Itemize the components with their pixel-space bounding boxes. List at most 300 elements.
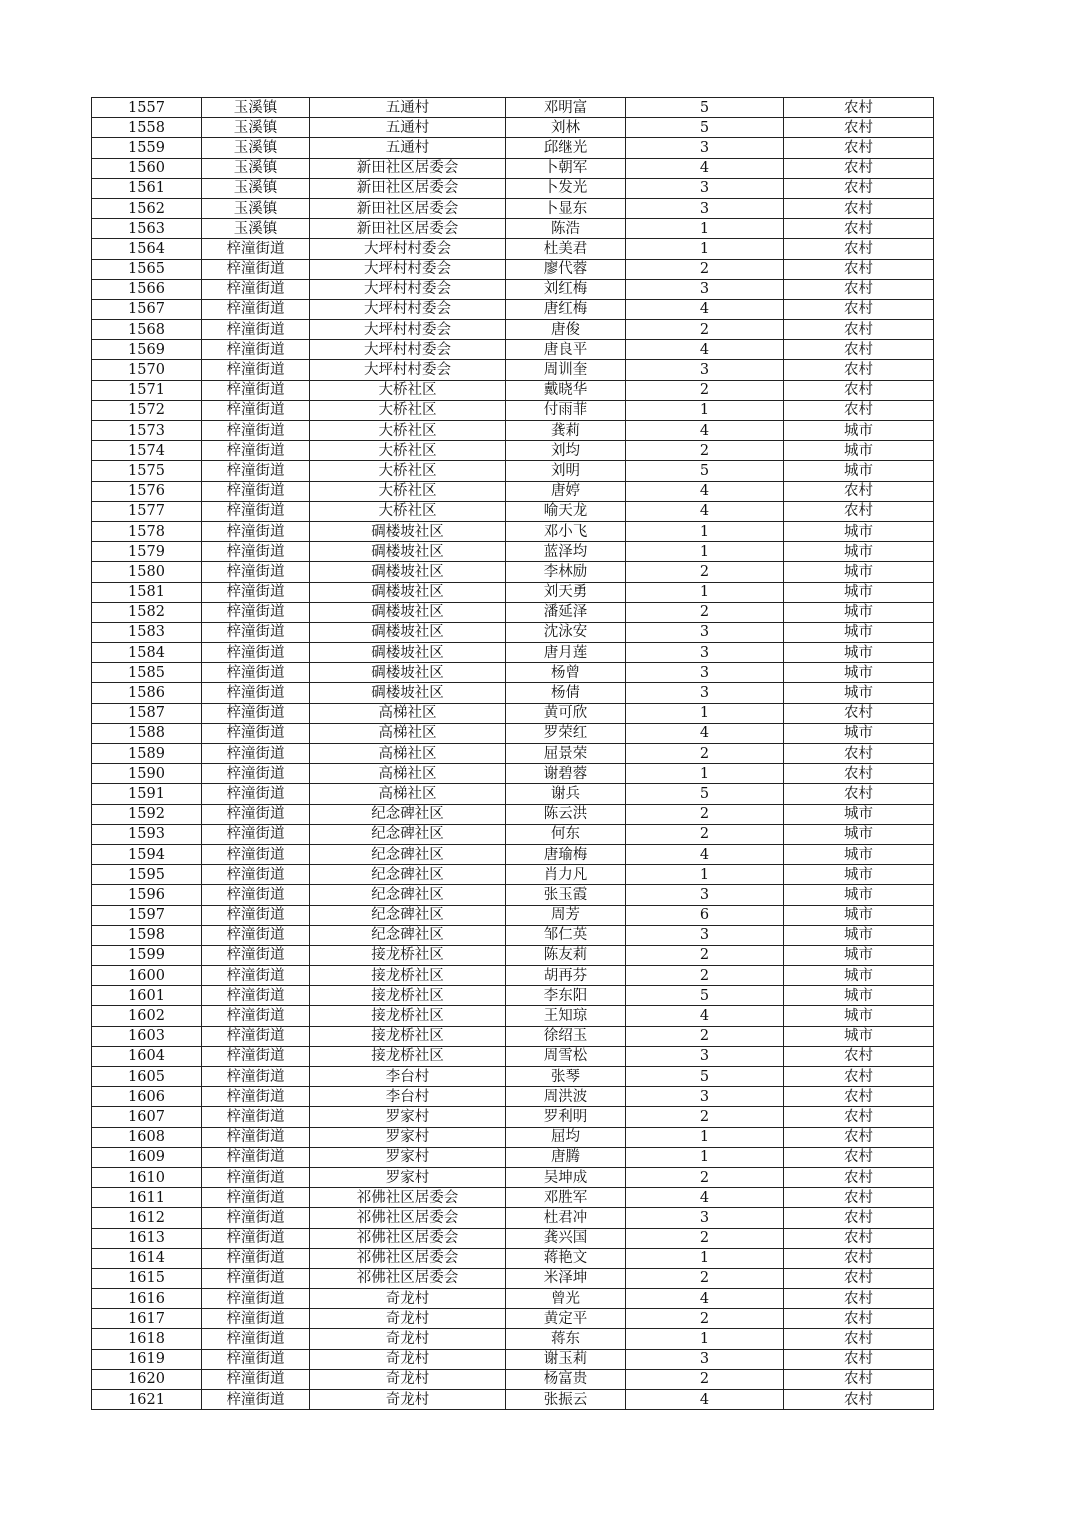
township-cell: 梓潼街道 — [202, 966, 310, 986]
row-number-cell: 1604 — [92, 1046, 202, 1066]
township-cell: 梓潼街道 — [202, 784, 310, 804]
row-number-cell: 1598 — [92, 925, 202, 945]
table-row — [92, 380, 934, 400]
township-cell: 梓潼街道 — [202, 905, 310, 925]
household-size-cell: 4 — [626, 1390, 784, 1410]
township-cell: 梓潼街道 — [202, 945, 310, 965]
table-row — [92, 865, 934, 885]
name-cell: 黄可欣 — [506, 703, 626, 723]
name-cell: 屈均 — [506, 1127, 626, 1147]
name-cell: 谢碧蓉 — [506, 764, 626, 784]
row-number-cell: 1595 — [92, 865, 202, 885]
community-cell: 纪念碑社区 — [310, 865, 506, 885]
community-cell: 大桥社区 — [310, 501, 506, 521]
community-cell: 奇龙村 — [310, 1289, 506, 1309]
name-cell: 唐良平 — [506, 340, 626, 360]
household-size-cell: 3 — [626, 683, 784, 703]
township-cell: 梓潼街道 — [202, 441, 310, 461]
township-cell: 梓潼街道 — [202, 824, 310, 844]
household-size-cell: 3 — [626, 885, 784, 905]
household-size-cell: 1 — [626, 521, 784, 541]
community-cell: 大坪村村委会 — [310, 239, 506, 259]
name-cell: 邓明富 — [506, 98, 626, 118]
row-number-cell: 1582 — [92, 602, 202, 622]
table-row — [92, 360, 934, 380]
table-row — [92, 966, 934, 986]
table-row — [92, 138, 934, 158]
area-type-cell: 农村 — [784, 178, 934, 198]
name-cell: 李林励 — [506, 562, 626, 582]
row-number-cell: 1590 — [92, 764, 202, 784]
township-cell: 梓潼街道 — [202, 925, 310, 945]
table-row — [92, 1188, 934, 1208]
area-type-cell: 农村 — [784, 98, 934, 118]
row-number-cell: 1563 — [92, 219, 202, 239]
community-cell: 李台村 — [310, 1087, 506, 1107]
household-size-cell: 4 — [626, 1289, 784, 1309]
community-cell: 接龙桥社区 — [310, 945, 506, 965]
name-cell: 龚莉 — [506, 421, 626, 441]
township-cell: 梓潼街道 — [202, 1046, 310, 1066]
township-cell: 梓潼街道 — [202, 986, 310, 1006]
name-cell: 唐腾 — [506, 1147, 626, 1167]
township-cell: 梓潼街道 — [202, 1026, 310, 1046]
row-number-cell: 1579 — [92, 542, 202, 562]
area-type-cell: 农村 — [784, 138, 934, 158]
name-cell: 刘明 — [506, 461, 626, 481]
township-cell: 梓潼街道 — [202, 1390, 310, 1410]
area-type-cell: 城市 — [784, 562, 934, 582]
community-cell: 接龙桥社区 — [310, 966, 506, 986]
name-cell: 何东 — [506, 824, 626, 844]
area-type-cell: 农村 — [784, 1289, 934, 1309]
household-size-cell: 1 — [626, 219, 784, 239]
township-cell: 梓潼街道 — [202, 1188, 310, 1208]
name-cell: 刘红梅 — [506, 279, 626, 299]
table-row — [92, 905, 934, 925]
township-cell: 梓潼街道 — [202, 1147, 310, 1167]
township-cell: 玉溪镇 — [202, 158, 310, 178]
community-cell: 高梯社区 — [310, 744, 506, 764]
area-type-cell: 农村 — [784, 320, 934, 340]
area-type-cell: 农村 — [784, 1329, 934, 1349]
area-type-cell: 城市 — [784, 824, 934, 844]
area-type-cell: 城市 — [784, 925, 934, 945]
row-number-cell: 1557 — [92, 98, 202, 118]
township-cell: 梓潼街道 — [202, 239, 310, 259]
township-cell: 梓潼街道 — [202, 1268, 310, 1288]
row-number-cell: 1592 — [92, 804, 202, 824]
community-cell: 高梯社区 — [310, 764, 506, 784]
row-number-cell: 1583 — [92, 622, 202, 642]
household-size-cell: 1 — [626, 1248, 784, 1268]
township-cell: 梓潼街道 — [202, 481, 310, 501]
row-number-cell: 1558 — [92, 118, 202, 138]
community-cell: 祁佛社区居委会 — [310, 1188, 506, 1208]
name-cell: 唐月莲 — [506, 643, 626, 663]
area-type-cell: 农村 — [784, 1390, 934, 1410]
township-cell: 梓潼街道 — [202, 461, 310, 481]
township-cell: 梓潼街道 — [202, 421, 310, 441]
table-row — [92, 885, 934, 905]
area-type-cell: 城市 — [784, 1006, 934, 1026]
community-cell: 大坪村村委会 — [310, 299, 506, 319]
area-type-cell: 城市 — [784, 804, 934, 824]
table-row — [92, 1390, 934, 1410]
community-cell: 纪念碑社区 — [310, 905, 506, 925]
table-row — [92, 1329, 934, 1349]
area-type-cell: 农村 — [784, 501, 934, 521]
community-cell: 大桥社区 — [310, 441, 506, 461]
table-row — [92, 501, 934, 521]
name-cell: 米泽坤 — [506, 1268, 626, 1288]
township-cell: 梓潼街道 — [202, 622, 310, 642]
row-number-cell: 1617 — [92, 1309, 202, 1329]
name-cell: 刘天勇 — [506, 582, 626, 602]
household-size-cell: 2 — [626, 1309, 784, 1329]
community-cell: 大桥社区 — [310, 481, 506, 501]
table-row — [92, 158, 934, 178]
table-row — [92, 441, 934, 461]
community-cell: 接龙桥社区 — [310, 1026, 506, 1046]
row-number-cell: 1585 — [92, 663, 202, 683]
row-number-cell: 1611 — [92, 1188, 202, 1208]
community-cell: 碉楼坡社区 — [310, 643, 506, 663]
township-cell: 梓潼街道 — [202, 1167, 310, 1187]
area-type-cell: 城市 — [784, 421, 934, 441]
township-cell: 梓潼街道 — [202, 340, 310, 360]
area-type-cell: 农村 — [784, 1087, 934, 1107]
table-row — [92, 1046, 934, 1066]
name-cell: 徐绍玉 — [506, 1026, 626, 1046]
row-number-cell: 1575 — [92, 461, 202, 481]
area-type-cell: 城市 — [784, 865, 934, 885]
table-row — [92, 1087, 934, 1107]
row-number-cell: 1584 — [92, 643, 202, 663]
household-size-cell: 1 — [626, 400, 784, 420]
table-row — [92, 1147, 934, 1167]
table-row — [92, 1309, 934, 1329]
records-table-body — [92, 98, 934, 1410]
row-number-cell: 1573 — [92, 421, 202, 441]
community-cell: 罗家村 — [310, 1107, 506, 1127]
household-size-cell: 5 — [626, 461, 784, 481]
household-size-cell: 5 — [626, 784, 784, 804]
household-size-cell: 5 — [626, 1067, 784, 1087]
area-type-cell: 农村 — [784, 1268, 934, 1288]
community-cell: 新田社区居委会 — [310, 219, 506, 239]
community-cell: 大桥社区 — [310, 400, 506, 420]
township-cell: 梓潼街道 — [202, 1329, 310, 1349]
area-type-cell: 农村 — [784, 198, 934, 218]
area-type-cell: 农村 — [784, 744, 934, 764]
row-number-cell: 1614 — [92, 1248, 202, 1268]
name-cell: 肖力凡 — [506, 865, 626, 885]
household-size-cell: 3 — [626, 279, 784, 299]
household-size-cell: 3 — [626, 1349, 784, 1369]
household-size-cell: 2 — [626, 259, 784, 279]
household-size-cell: 2 — [626, 1369, 784, 1389]
area-type-cell: 农村 — [784, 1188, 934, 1208]
community-cell: 高梯社区 — [310, 723, 506, 743]
name-cell: 李东阳 — [506, 986, 626, 1006]
township-cell: 梓潼街道 — [202, 663, 310, 683]
area-type-cell: 农村 — [784, 1369, 934, 1389]
table-row — [92, 986, 934, 1006]
area-type-cell: 城市 — [784, 885, 934, 905]
name-cell: 唐婷 — [506, 481, 626, 501]
name-cell: 潘延泽 — [506, 602, 626, 622]
row-number-cell: 1613 — [92, 1228, 202, 1248]
row-number-cell: 1588 — [92, 723, 202, 743]
household-size-cell: 2 — [626, 562, 784, 582]
table-row — [92, 582, 934, 602]
household-size-cell: 3 — [626, 198, 784, 218]
name-cell: 刘林 — [506, 118, 626, 138]
township-cell: 梓潼街道 — [202, 279, 310, 299]
household-size-cell: 4 — [626, 158, 784, 178]
row-number-cell: 1619 — [92, 1349, 202, 1369]
household-size-cell: 1 — [626, 764, 784, 784]
community-cell: 奇龙村 — [310, 1309, 506, 1329]
community-cell: 祁佛社区居委会 — [310, 1248, 506, 1268]
name-cell: 胡再芬 — [506, 966, 626, 986]
household-size-cell: 2 — [626, 1107, 784, 1127]
table-row — [92, 198, 934, 218]
table-row — [92, 1127, 934, 1147]
area-type-cell: 农村 — [784, 1046, 934, 1066]
township-cell: 梓潼街道 — [202, 1127, 310, 1147]
name-cell: 唐瑜梅 — [506, 844, 626, 864]
table-row — [92, 1208, 934, 1228]
household-size-cell: 4 — [626, 501, 784, 521]
row-number-cell: 1589 — [92, 744, 202, 764]
table-row — [92, 925, 934, 945]
community-cell: 碉楼坡社区 — [310, 562, 506, 582]
community-cell: 纪念碑社区 — [310, 804, 506, 824]
community-cell: 新田社区居委会 — [310, 158, 506, 178]
name-cell: 黄定平 — [506, 1309, 626, 1329]
area-type-cell: 农村 — [784, 784, 934, 804]
community-cell: 大坪村村委会 — [310, 320, 506, 340]
name-cell: 张玉霞 — [506, 885, 626, 905]
community-cell: 大坪村村委会 — [310, 360, 506, 380]
name-cell: 周芳 — [506, 905, 626, 925]
township-cell: 梓潼街道 — [202, 360, 310, 380]
row-number-cell: 1570 — [92, 360, 202, 380]
area-type-cell: 城市 — [784, 966, 934, 986]
community-cell: 奇龙村 — [310, 1349, 506, 1369]
name-cell: 罗利明 — [506, 1107, 626, 1127]
name-cell: 杨曾 — [506, 663, 626, 683]
table-row — [92, 178, 934, 198]
area-type-cell: 城市 — [784, 986, 934, 1006]
household-size-cell: 1 — [626, 703, 784, 723]
township-cell: 梓潼街道 — [202, 320, 310, 340]
township-cell: 梓潼街道 — [202, 582, 310, 602]
household-size-cell: 6 — [626, 905, 784, 925]
township-cell: 梓潼街道 — [202, 1289, 310, 1309]
township-cell: 梓潼街道 — [202, 1107, 310, 1127]
area-type-cell: 农村 — [784, 1127, 934, 1147]
area-type-cell: 农村 — [784, 219, 934, 239]
township-cell: 梓潼街道 — [202, 1349, 310, 1369]
township-cell: 梓潼街道 — [202, 1228, 310, 1248]
household-size-cell: 3 — [626, 360, 784, 380]
row-number-cell: 1586 — [92, 683, 202, 703]
table-row — [92, 1289, 934, 1309]
table-row — [92, 461, 934, 481]
household-size-cell: 2 — [626, 1167, 784, 1187]
table-row — [92, 98, 934, 118]
community-cell: 五通村 — [310, 98, 506, 118]
row-number-cell: 1594 — [92, 844, 202, 864]
township-cell: 梓潼街道 — [202, 744, 310, 764]
area-type-cell: 城市 — [784, 602, 934, 622]
township-cell: 梓潼街道 — [202, 1309, 310, 1329]
area-type-cell: 农村 — [784, 259, 934, 279]
area-type-cell: 农村 — [784, 118, 934, 138]
community-cell: 大坪村村委会 — [310, 259, 506, 279]
table-row — [92, 219, 934, 239]
table-row — [92, 764, 934, 784]
row-number-cell: 1577 — [92, 501, 202, 521]
household-size-cell: 3 — [626, 622, 784, 642]
name-cell: 蓝泽均 — [506, 542, 626, 562]
household-size-cell: 1 — [626, 239, 784, 259]
name-cell: 唐俊 — [506, 320, 626, 340]
area-type-cell: 农村 — [784, 1349, 934, 1369]
row-number-cell: 1574 — [92, 441, 202, 461]
township-cell: 玉溪镇 — [202, 138, 310, 158]
row-number-cell: 1593 — [92, 824, 202, 844]
row-number-cell: 1560 — [92, 158, 202, 178]
table-row — [92, 1067, 934, 1087]
table-row — [92, 1167, 934, 1187]
row-number-cell: 1572 — [92, 400, 202, 420]
area-type-cell: 农村 — [784, 158, 934, 178]
row-number-cell: 1569 — [92, 340, 202, 360]
community-cell: 大桥社区 — [310, 461, 506, 481]
name-cell: 龚兴国 — [506, 1228, 626, 1248]
table-row — [92, 1268, 934, 1288]
table-row — [92, 1107, 934, 1127]
household-size-cell: 1 — [626, 1147, 784, 1167]
household-size-cell: 2 — [626, 1228, 784, 1248]
area-type-cell: 农村 — [784, 279, 934, 299]
township-cell: 玉溪镇 — [202, 219, 310, 239]
area-type-cell: 农村 — [784, 481, 934, 501]
table-row — [92, 703, 934, 723]
household-size-cell: 4 — [626, 1006, 784, 1026]
table-row — [92, 239, 934, 259]
name-cell: 周洪波 — [506, 1087, 626, 1107]
row-number-cell: 1566 — [92, 279, 202, 299]
row-number-cell: 1612 — [92, 1208, 202, 1228]
table-row — [92, 744, 934, 764]
township-cell: 梓潼街道 — [202, 380, 310, 400]
table-row — [92, 1228, 934, 1248]
name-cell: 罗荣红 — [506, 723, 626, 743]
row-number-cell: 1610 — [92, 1167, 202, 1187]
table-row — [92, 279, 934, 299]
row-number-cell: 1615 — [92, 1268, 202, 1288]
area-type-cell: 农村 — [784, 1067, 934, 1087]
table-row — [92, 622, 934, 642]
table-row — [92, 804, 934, 824]
name-cell: 屈景荣 — [506, 744, 626, 764]
name-cell: 刘均 — [506, 441, 626, 461]
community-cell: 碉楼坡社区 — [310, 663, 506, 683]
name-cell: 曾光 — [506, 1289, 626, 1309]
name-cell: 唐红梅 — [506, 299, 626, 319]
township-cell: 梓潼街道 — [202, 723, 310, 743]
community-cell: 奇龙村 — [310, 1329, 506, 1349]
township-cell: 玉溪镇 — [202, 118, 310, 138]
household-size-cell: 2 — [626, 380, 784, 400]
community-cell: 新田社区居委会 — [310, 178, 506, 198]
township-cell: 梓潼街道 — [202, 1248, 310, 1268]
township-cell: 梓潼街道 — [202, 1208, 310, 1228]
area-type-cell: 农村 — [784, 703, 934, 723]
name-cell: 陈云洪 — [506, 804, 626, 824]
household-size-cell: 5 — [626, 98, 784, 118]
row-number-cell: 1565 — [92, 259, 202, 279]
household-size-cell: 4 — [626, 723, 784, 743]
household-size-cell: 3 — [626, 178, 784, 198]
household-size-cell: 3 — [626, 1208, 784, 1228]
community-cell: 五通村 — [310, 138, 506, 158]
table-row — [92, 481, 934, 501]
township-cell: 玉溪镇 — [202, 198, 310, 218]
area-type-cell: 城市 — [784, 905, 934, 925]
household-size-cell: 2 — [626, 824, 784, 844]
name-cell: 邓胜军 — [506, 1188, 626, 1208]
household-size-cell: 1 — [626, 1127, 784, 1147]
name-cell: 王知琼 — [506, 1006, 626, 1026]
name-cell: 蒋艳文 — [506, 1248, 626, 1268]
name-cell: 蒋东 — [506, 1329, 626, 1349]
name-cell: 周雪松 — [506, 1046, 626, 1066]
name-cell: 邹仁英 — [506, 925, 626, 945]
name-cell: 卜显东 — [506, 198, 626, 218]
community-cell: 五通村 — [310, 118, 506, 138]
community-cell: 碉楼坡社区 — [310, 622, 506, 642]
community-cell: 祁佛社区居委会 — [310, 1208, 506, 1228]
area-type-cell: 农村 — [784, 340, 934, 360]
area-type-cell: 城市 — [784, 582, 934, 602]
community-cell: 碉楼坡社区 — [310, 683, 506, 703]
household-size-cell: 2 — [626, 441, 784, 461]
table-row — [92, 521, 934, 541]
household-size-cell: 4 — [626, 844, 784, 864]
community-cell: 碉楼坡社区 — [310, 542, 506, 562]
table-row — [92, 1369, 934, 1389]
name-cell: 张琴 — [506, 1067, 626, 1087]
row-number-cell: 1616 — [92, 1289, 202, 1309]
household-size-cell: 3 — [626, 1087, 784, 1107]
row-number-cell: 1561 — [92, 178, 202, 198]
area-type-cell: 城市 — [784, 521, 934, 541]
row-number-cell: 1605 — [92, 1067, 202, 1087]
community-cell: 碉楼坡社区 — [310, 582, 506, 602]
community-cell: 奇龙村 — [310, 1369, 506, 1389]
table-row — [92, 784, 934, 804]
area-type-cell: 农村 — [784, 380, 934, 400]
area-type-cell: 城市 — [784, 441, 934, 461]
household-size-cell: 2 — [626, 966, 784, 986]
table-row — [92, 542, 934, 562]
